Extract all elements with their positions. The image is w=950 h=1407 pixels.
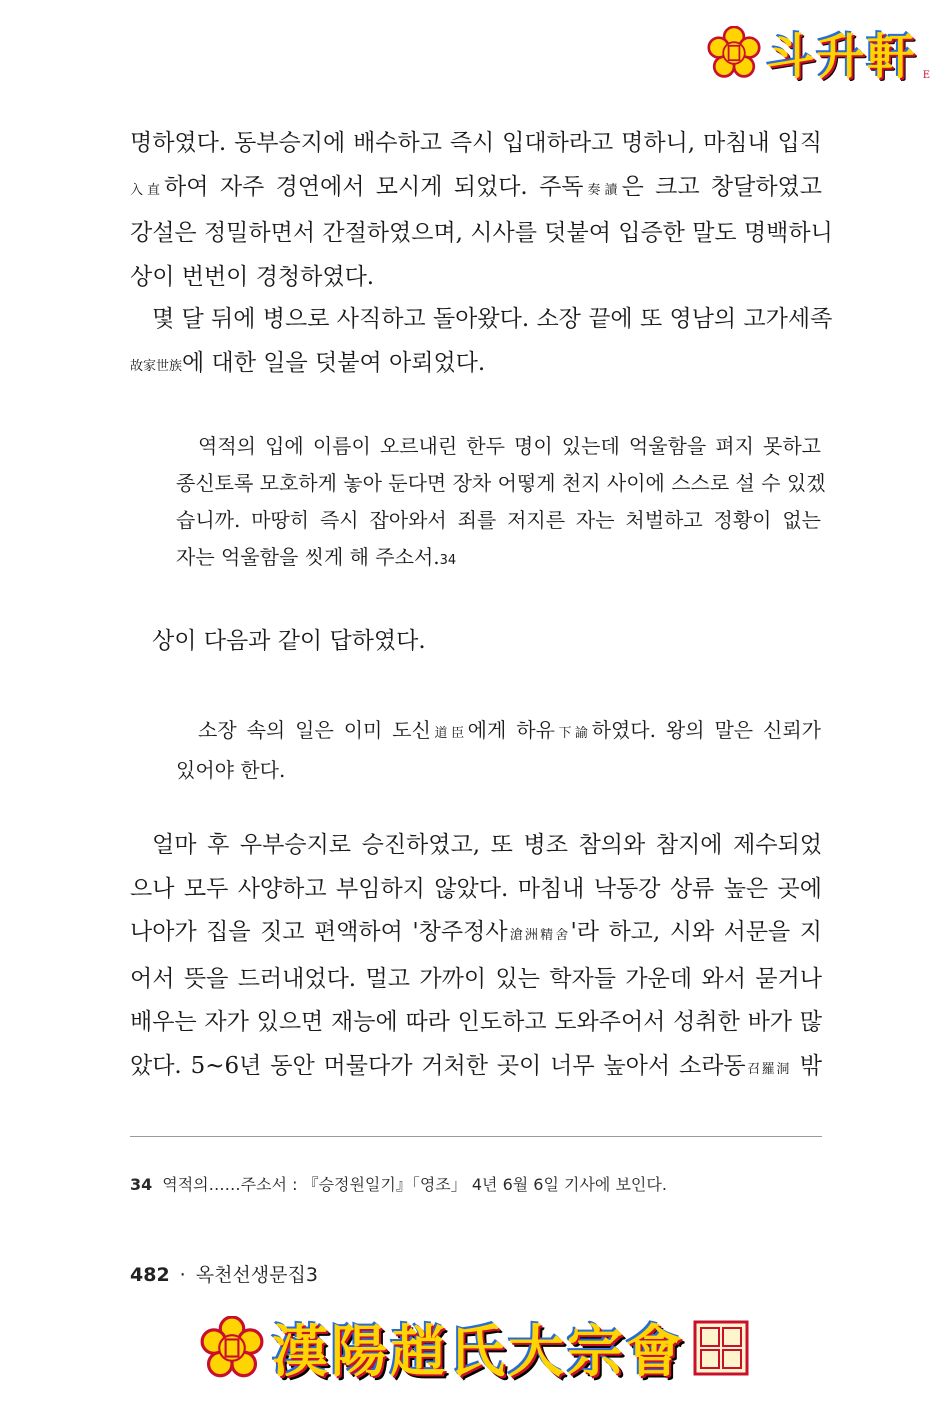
text-line: 으나 모두 사양하고 부임하지 않았다. 마침내 낙동강 상류 높은 곳에 <box>130 875 822 902</box>
text-line: 강설은 정밀하면서 간절하였으며, 시사를 덧붙여 입증한 말도 명백하니 <box>130 220 833 246</box>
footnote-text: 역적의……주소서 : 『승정원일기』「영조」 4년 6월 6일 기사에 보인다. <box>162 1175 667 1194</box>
paragraph-4 <box>130 824 822 1091</box>
hanja-annotation: 下諭 <box>554 726 592 741</box>
plum-blossom-emblem-icon <box>200 1316 264 1380</box>
block-quote-2 <box>176 712 821 789</box>
hanja-annotation: 入直 <box>130 182 165 198</box>
hanja-annotation: 滄洲精舍 <box>507 928 571 943</box>
text-line: 명하였다. 동부승지에 배수하고 즉시 입대하라고 명하니, 마침내 입직 <box>130 130 822 156</box>
quote-line: 습니까. 마땅히 즉시 잡아와서 죄를 저지른 자는 처벌하고 정황이 없는 <box>176 508 821 532</box>
block-quote-1 <box>176 428 826 579</box>
top-logo-text: 斗升軒 <box>766 29 917 85</box>
top-logo <box>707 18 930 87</box>
banner-text: 漢陽趙氏大宗會 <box>272 1319 685 1385</box>
text-line: 入直하여 자주 경연에서 모시게 되었다. 주독奏讀은 크고 창달하였고 <box>130 173 822 200</box>
quote-line: 자는 억울함을 씻게 해 주소서.34 <box>176 545 457 569</box>
footnote <box>130 1172 822 1195</box>
plum-blossom-emblem-icon <box>707 26 761 80</box>
paragraph-2 <box>130 298 833 388</box>
text-line: 얼마 후 우부승지로 승진하였고, 또 병조 참의와 참지에 제수되었 <box>152 832 822 858</box>
hanja-annotation: 故家世族 <box>130 358 183 374</box>
paragraph-1 <box>130 122 833 299</box>
quote-line: 있어야 한다. <box>176 758 286 782</box>
footnote-reference[interactable]: 34 <box>439 553 457 568</box>
book-title: 옥천선생문집3 <box>195 1264 318 1286</box>
text-line: 故家世族에 대한 일을 덧붙여 아뢰었다. <box>130 349 486 376</box>
text-line: 몇 달 뒤에 병으로 사직하고 돌아왔다. 소장 끝에 또 영남의 고가세족 <box>152 306 833 332</box>
text-line: 어서 뜻을 드러내었다. 멀고 가까이 있는 학자들 가운데 와서 묻거나 <box>130 965 822 992</box>
text-line: 배우는 자가 있으면 재능에 따라 인도하고 도와주어서 성취한 바가 많 <box>130 1009 822 1035</box>
footnote-number: 34 <box>130 1175 153 1194</box>
page-number: 482 <box>130 1264 170 1286</box>
text-line: 상이 다음과 같이 답하였다. <box>152 628 426 654</box>
footer-separator: · <box>179 1264 186 1286</box>
hanja-annotation: 奏讀 <box>583 182 622 198</box>
paragraph-3 <box>130 620 822 664</box>
quote-line: 소장 속의 일은 이미 도신道臣에게 하유下諭하였다. 왕의 말은 신뢰가 <box>198 718 821 742</box>
text-line: 상이 번번이 경청하였다. <box>130 263 375 290</box>
top-logo-mark: E <box>922 70 930 81</box>
quote-line: 역적의 입에 이름이 오르내린 한두 명이 있는데 억울함을 펴지 못하고 <box>198 434 821 458</box>
hanja-annotation: 召羅洞 <box>745 1061 791 1077</box>
hanja-annotation: 道臣 <box>430 726 468 741</box>
text-line: 았다. 5~6년 동안 머물다가 거처한 곳이 너무 높아서 소라동召羅洞 밖 <box>130 1052 822 1079</box>
quote-line: 종신토록 모호하게 놓아 둔다면 장차 어떻게 천지 사이에 스스로 설 수 있겠 <box>176 471 826 495</box>
text-line: 나아가 집을 짓고 편액하여 '창주정사滄洲精舍'라 하고, 시와 서문을 지 <box>130 919 822 945</box>
footnote-divider <box>130 1136 822 1137</box>
bottom-banner <box>200 1308 770 1388</box>
page-footer <box>130 1260 318 1287</box>
red-seal-stamp-icon <box>693 1320 749 1376</box>
